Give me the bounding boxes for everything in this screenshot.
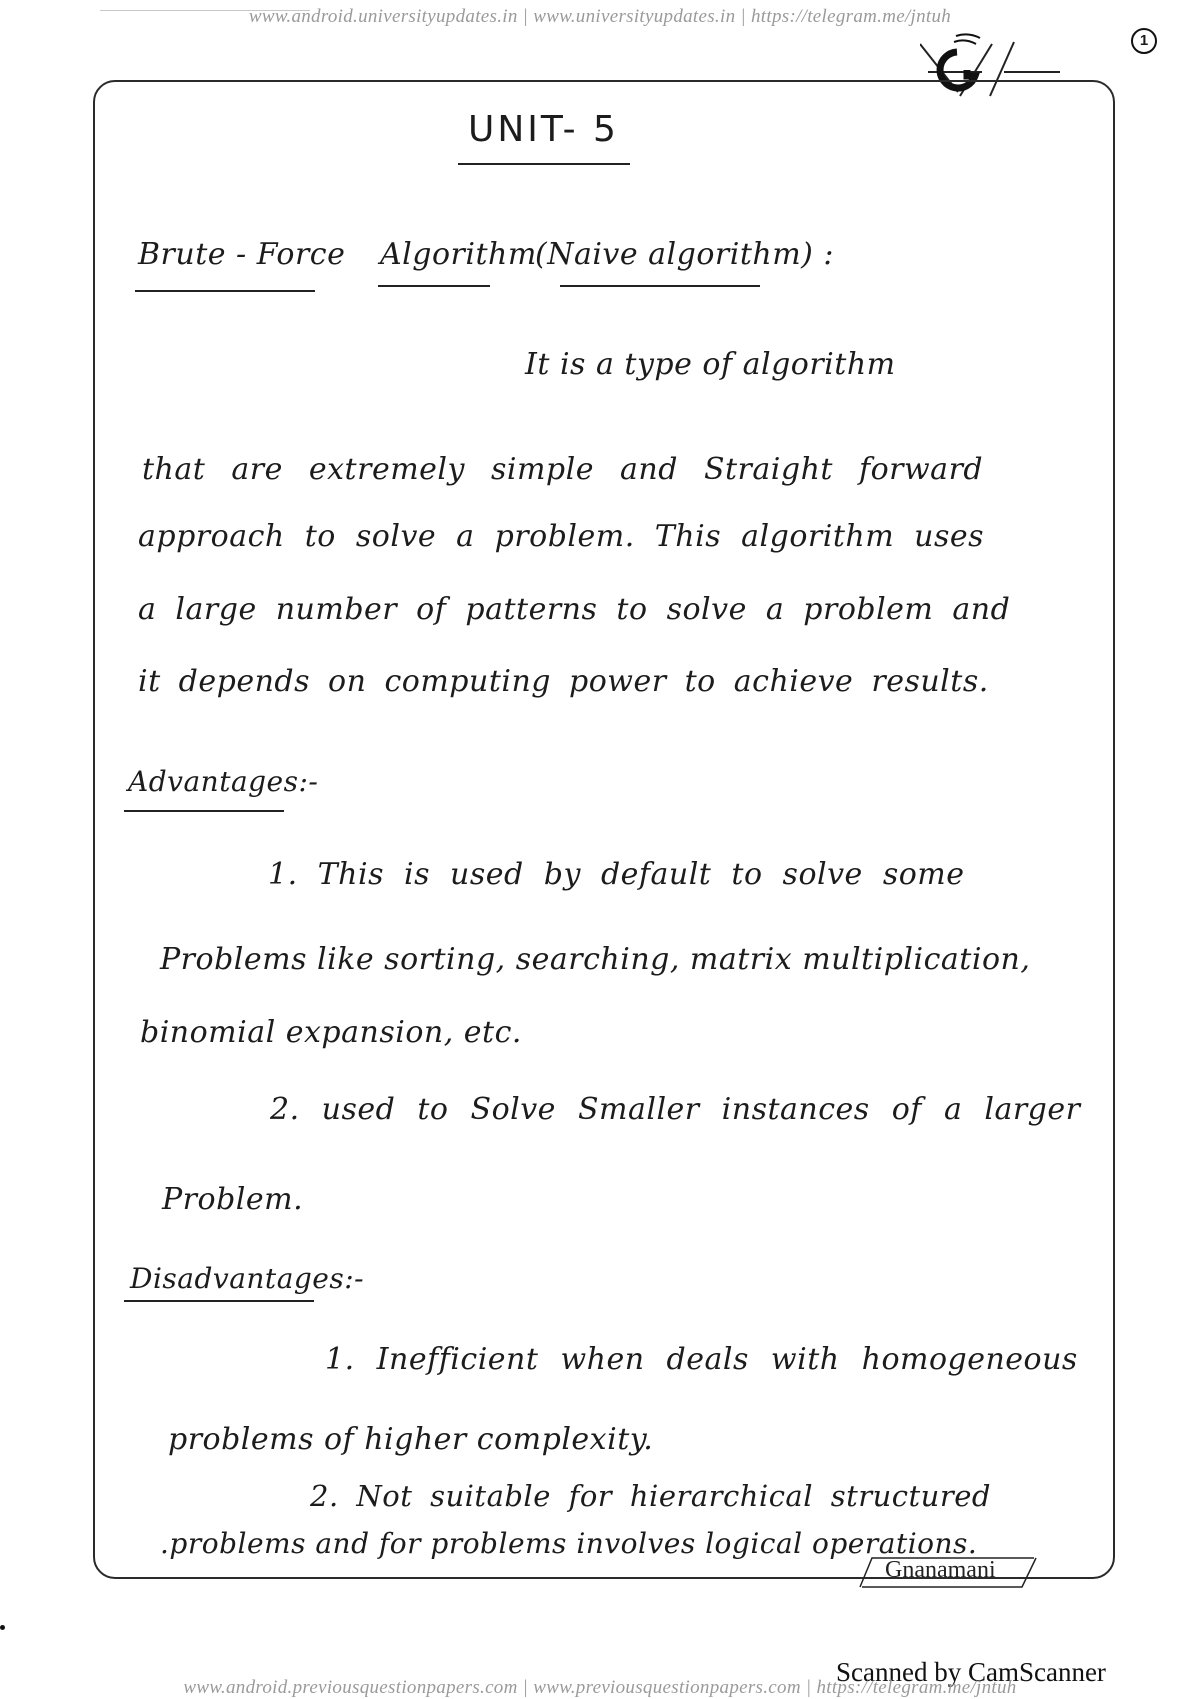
signature-text: Gnanamani bbox=[885, 1557, 996, 1583]
intro-line-2: that are extremely simple and Straight forward bbox=[142, 452, 984, 487]
header-rule bbox=[100, 10, 310, 11]
heading-underline-3 bbox=[560, 285, 760, 287]
heading-underline-2 bbox=[378, 285, 490, 287]
page-number: 1 bbox=[1131, 28, 1157, 54]
advantages-heading: Advantages:- bbox=[128, 765, 319, 798]
disadvantages-underline bbox=[124, 1300, 314, 1302]
disadvantages-item-1-line-2: problems of higher complexity. bbox=[168, 1422, 654, 1457]
disadvantages-heading: Disadvantages:- bbox=[130, 1262, 365, 1295]
camscanner-label: Scanned by CamScanner bbox=[836, 1657, 1106, 1687]
unit-title: UNIT- 5 bbox=[468, 109, 619, 150]
intro-line-5: it depends on computing power to achieve results. bbox=[138, 664, 989, 699]
advantages-item-2-line-2: Problem. bbox=[162, 1182, 304, 1217]
heading-brute-force: Brute - Force bbox=[138, 237, 346, 272]
advantages-item-1-line-1: 1. This is used by default to solve some bbox=[268, 857, 965, 892]
disadvantages-item-2-line-1: 2. Not suitable for hierarchical structured bbox=[310, 1479, 991, 1513]
footer-links: www.android.previousquestionpapers.com | www.previousquestionpapers.com | https://telegram.me/jntuh bbox=[183, 1677, 1017, 1698]
advantages-underline bbox=[124, 810, 284, 812]
header-links: www.android.universityupdates.in | www.universityupdates.in | https://telegram.me/jntuh bbox=[248, 6, 952, 27]
advantages-item-1-line-2: Problems like sorting, searching, matrix multiplication, bbox=[160, 942, 1031, 977]
advantages-item-1-line-3: binomial expansion, etc. bbox=[140, 1015, 522, 1050]
scan-speck bbox=[0, 1625, 5, 1630]
title-underline bbox=[458, 163, 630, 165]
disadvantages-item-2-line-2: .problems and for problems involves logical operations. bbox=[160, 1527, 978, 1560]
heading-underline-1 bbox=[135, 290, 315, 292]
heading-naive-algorithm: (Naive algorithm) : bbox=[535, 237, 835, 272]
heading-algorithm: Algorithm bbox=[380, 237, 537, 272]
intro-line-1: It is a type of algorithm bbox=[525, 347, 896, 382]
intro-line-4: a large number of patterns to solve a problem and bbox=[138, 592, 1011, 627]
disadvantages-item-1-line-1: 1. Inefficient when deals with homogeneous bbox=[325, 1342, 1078, 1377]
advantages-item-2-line-1: 2. used to Solve Smaller instances of a larger bbox=[270, 1092, 1081, 1127]
intro-line-3: approach to solve a problem. This algorithm uses bbox=[138, 519, 985, 554]
